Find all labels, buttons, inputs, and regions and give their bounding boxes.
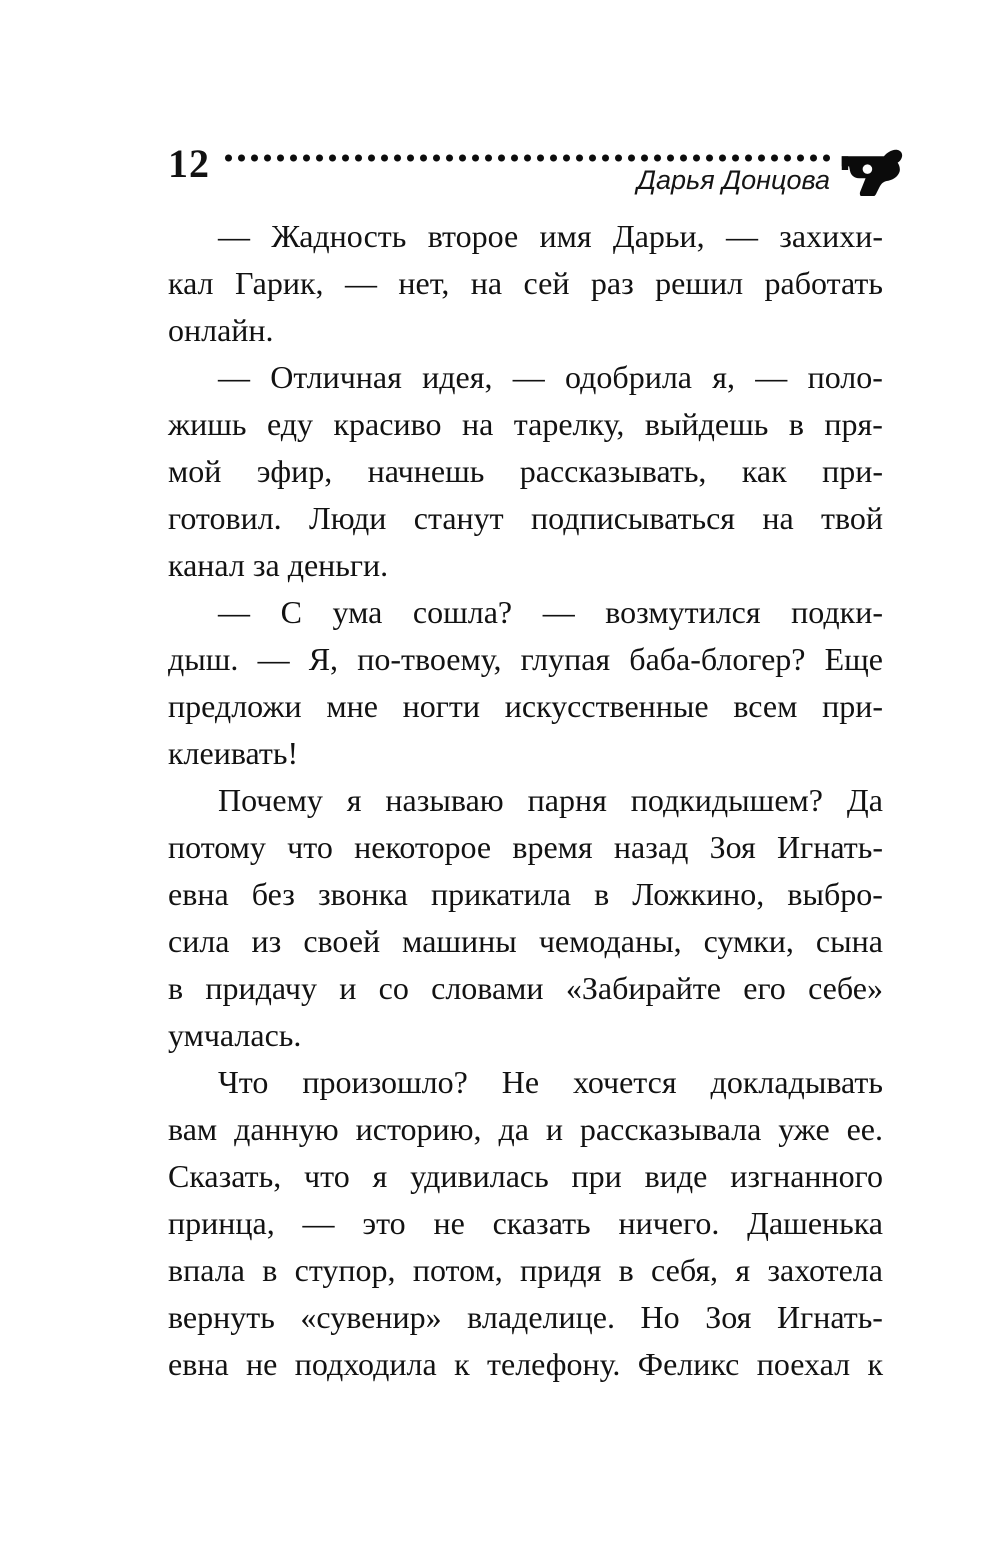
text-line: клеивать! <box>168 735 299 771</box>
text-line: евна без звонка прикатила в Ложкино, выбро- <box>168 876 883 912</box>
text-line: умчалась. <box>168 1017 302 1053</box>
text-line: Почему я называю парня подкидышем? Да <box>218 782 883 818</box>
page-text <box>168 213 883 1388</box>
text-line: Сказать, что я удивилась при виде изгнанного <box>168 1158 883 1194</box>
text-line: готовил. Люди станут подписываться на твой <box>168 500 883 536</box>
page-header <box>168 142 905 196</box>
text-line: — Отличная идея, — одобрила я, — поло- <box>218 359 883 395</box>
text-line: евна не подходила к телефону. Феликс поехал к <box>168 1346 883 1382</box>
text-line: кал Гарик, — нет, на сей раз решил работать <box>168 265 883 301</box>
paragraph <box>168 777 883 1059</box>
paragraph <box>168 354 883 589</box>
text-line: онлайн. <box>168 312 274 348</box>
text-line: в придачу и со словами «Забирайте его себе» <box>168 970 883 1006</box>
text-line: жишь еду красиво на тарелку, выйдешь в пря- <box>168 406 883 442</box>
text-line: Что произошло? Не хочется докладывать <box>218 1064 883 1100</box>
text-line: предложи мне ногти искусственные всем при- <box>168 688 883 724</box>
text-line: — С ума сошла? — возмутился подки- <box>218 594 883 630</box>
header-middle <box>222 142 830 195</box>
text-line: канал за деньги. <box>168 547 389 583</box>
paragraph <box>168 589 883 777</box>
dotted-divider <box>222 154 830 162</box>
text-line: мой эфир, начнешь рассказывать, как при- <box>168 453 883 489</box>
text-line: сила из своей машины чемоданы, сумки, сына <box>168 923 883 959</box>
page-number: 12 <box>168 141 210 186</box>
text-line: принца, — это не сказать ничего. Дашенька <box>168 1205 883 1241</box>
text-line: — Жадность второе имя Дарьи, — захихи- <box>218 218 883 254</box>
author-name: Дарья Донцова <box>636 165 830 195</box>
paragraph <box>168 1059 883 1388</box>
text-line: дыш. — Я, по-твоему, глупая баба-блогер? Еще <box>168 641 883 677</box>
text-line: впала в ступор, потом, придя в себя, я захотела <box>168 1252 883 1288</box>
text-line: вернуть «сувенир» владелице. Но Зоя Игнать- <box>168 1299 883 1335</box>
paragraph <box>168 213 883 354</box>
text-line: потому что некоторое время назад Зоя Игнать- <box>168 829 883 865</box>
text-line: вам данную историю, да и рассказывала уже ее. <box>168 1111 883 1147</box>
pistol-icon <box>839 144 905 196</box>
